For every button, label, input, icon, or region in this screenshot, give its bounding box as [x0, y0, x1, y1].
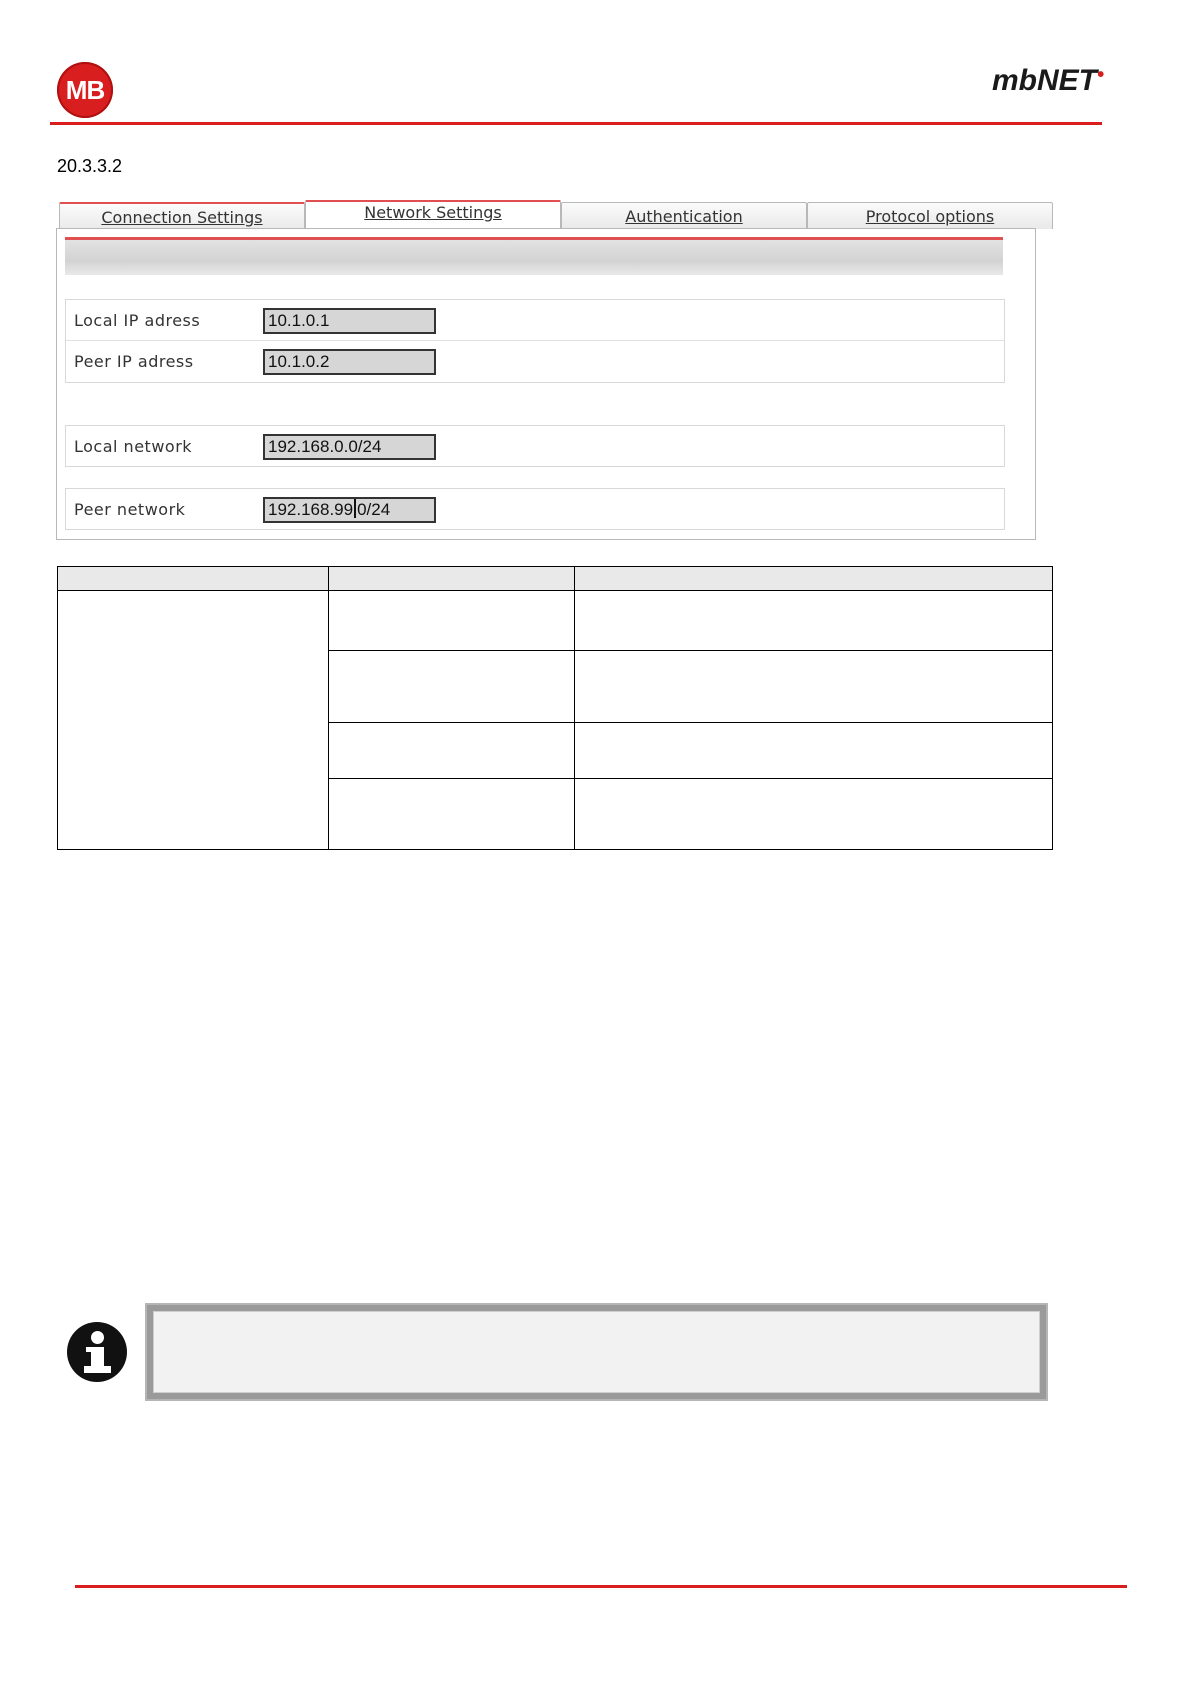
peer-network-input[interactable]: [263, 497, 436, 523]
ip-address-group: [65, 299, 1005, 383]
peer-ip-row: [66, 341, 1004, 381]
table-cell: [575, 651, 1053, 723]
table-header-cell: [575, 567, 1053, 591]
info-note-box: [145, 1303, 1048, 1401]
tab-protocol-options[interactable]: Protocol options: [807, 202, 1053, 229]
peer-ip-input[interactable]: 10.1.0.2: [263, 349, 436, 375]
tab-content: [56, 228, 1036, 540]
local-ip-row: [66, 300, 1004, 341]
table-header-row: [58, 567, 1053, 591]
table-cell: [329, 591, 575, 651]
table-header-cell: [329, 567, 575, 591]
info-icon-dot: [91, 1331, 104, 1344]
brand-name: mbNET: [991, 64, 1097, 97]
peer-network-label: Peer network: [74, 500, 186, 519]
local-network-row: [65, 425, 1005, 467]
local-ip-label: Local IP adress: [74, 311, 201, 330]
local-network-label: Local network: [74, 437, 193, 456]
mb-logo: [57, 62, 113, 118]
peer-network-row: [65, 488, 1005, 530]
brand-mark: •: [1096, 64, 1104, 86]
info-note-content: [153, 1311, 1040, 1393]
info-icon-foot: [84, 1366, 111, 1373]
table-header-cell: [58, 567, 329, 591]
text-caret: [354, 499, 356, 518]
table-cell-group: [58, 591, 329, 850]
brand-logo: [992, 64, 1104, 98]
table-cell: [329, 651, 575, 723]
table-cell: [329, 723, 575, 779]
section-header-bar: [65, 237, 1003, 275]
tab-network-settings[interactable]: Network Settings: [305, 200, 561, 230]
table-cell: [575, 591, 1053, 651]
tab-connection-settings[interactable]: Connection Settings: [59, 202, 305, 230]
section-number: 20.3.3.2: [57, 156, 123, 176]
tab-authentication[interactable]: Authentication: [561, 202, 807, 229]
peer-network-value-start: 192.168.99: [268, 500, 354, 519]
local-ip-input[interactable]: 10.1.0.1: [263, 308, 436, 334]
header-divider: [50, 122, 1102, 125]
table-row: [58, 591, 1053, 651]
table-cell: [329, 779, 575, 850]
table-cell: [575, 779, 1053, 850]
local-network-input[interactable]: 192.168.0.0/24: [263, 434, 436, 460]
info-icon: [67, 1322, 127, 1382]
info-icon-stem: [91, 1347, 104, 1367]
mb-logo-text: MB: [65, 75, 105, 105]
peer-ip-label: Peer IP adress: [74, 352, 194, 371]
parameter-table: [57, 566, 1053, 850]
footer-divider: [75, 1585, 1127, 1588]
peer-network-value-end: 0/24: [357, 500, 391, 519]
network-settings-screenshot: [56, 200, 1038, 540]
table-cell: [575, 723, 1053, 779]
